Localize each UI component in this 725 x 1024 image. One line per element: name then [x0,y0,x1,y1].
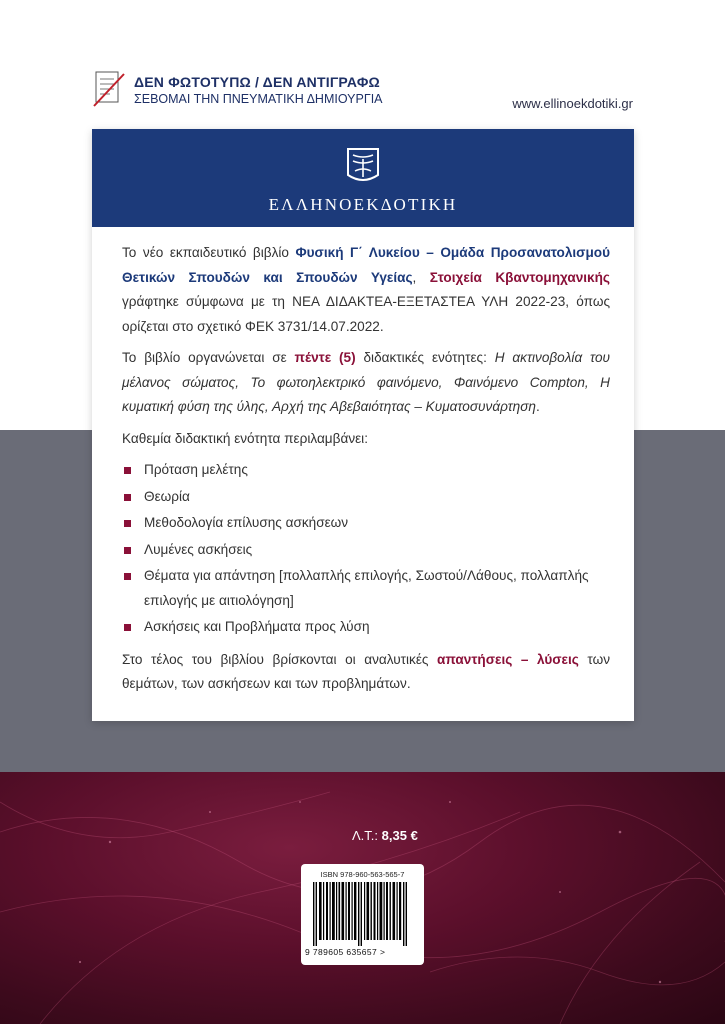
intro-paragraph [122,241,610,339]
isbn-barcode [301,864,424,965]
units-text: Το βιβλίο οργανώνεται σε [122,350,295,365]
closing-text-end: των θεμάτων, των ασκήσεων και των προβλημάτων. [122,651,610,691]
square-bullet-icon [124,494,131,501]
intro-text-end: γράφτηκε σύμφωνα με τη ΝΕΑ ΔΙΔΑΚΤΕΑ-ΕΞΕΤΑΣΤΕΑ ΥΛΗ 2022-23, όπως ορίζεται στο σχετικό ΦΕΚ 3731/14.07.2022. [122,294,610,334]
closing-text: Στο τέλος του βιβλίου βρίσκονται οι αναλυτικές [122,651,438,667]
list-item-label: Θεωρία [144,488,190,504]
square-bullet-icon [124,573,131,580]
list-item-label: Λυμένες ασκήσεις [144,541,253,557]
no-photocopy-icon [92,70,126,110]
units-paragraph [122,346,610,420]
publisher-banner [92,129,634,227]
list-item [122,538,610,563]
price-label: Λ.Τ.: [352,828,382,843]
description-text [122,241,610,704]
publisher-logo-icon [342,145,384,187]
intro-comma: , [412,269,430,285]
answers-highlight: απαντήσεις – λύσεις [437,651,579,667]
list-item-label: Θέματα για απάντηση [πολλαπλής επιλογής, Σωστού/Λάθους, πολλαπλής επιλογής με αιτιολόγηση] [144,568,589,608]
square-bullet-icon [124,520,131,527]
units-end: . [535,399,540,414]
list-item [122,564,610,613]
list-item-label: Μεθοδολογία επίλυσης ασκήσεων [144,515,349,530]
list-item-label: Πρόταση μελέτης [144,462,248,477]
book-subtitle: Στοιχεία Κβαντομηχανικής [429,269,610,285]
list-item [122,511,610,536]
publisher-name: ΕΛΛΗΝΟΕΚΔΟΤΙΚΗ [268,195,458,214]
book-title: Φυσική Γ΄ Λυκείου – Ομάδα Προσανατολισμού Θετικών Σπουδών και Σπουδών Υγείας [122,245,610,285]
no-copy-notice [92,68,383,112]
price-value: 8,35 € [381,828,418,843]
publisher-website[interactable]: www.ellinoekdotiki.gr [512,96,633,111]
list-item-label: Ασκήσεις και Προβλήματα προς λύση [144,619,370,634]
description-card [92,129,634,721]
ean-digits: 9 789605 635657 > [305,947,386,957]
units-text-mid: διδακτικές ενότητες: [355,350,495,365]
includes-heading: Καθεμία διδακτική ενότητα περιλαμβάνει: [122,430,368,446]
isbn-number: ISBN 978-960-563-565-7 [320,870,405,879]
no-copy-title: ΔΕΝ ΦΩΤΟΤΥΠΩ / ΔΕΝ ΑΝΤΙΓΡΑΦΩ [134,74,380,90]
units-list: Η ακτινοβολία του μέλανος σώματος, Το φωτοηλεκτρικό φαινόμενο, Φαινόμενο Compton, Η κυματική φύση της ύλης, Αρχή της Αβεβαιότητας – Κυματοσυνάρτηση [122,350,610,414]
square-bullet-icon [124,624,131,631]
barcode-bars-icon [310,882,415,946]
list-item [122,615,610,640]
retail-price [352,828,418,843]
list-item [122,458,610,483]
no-copy-subtitle: ΣΕΒΟΜΑΙ ΤΗΝ ΠΝΕΥΜΑΤΙΚΗ ΔΗΜΙΟΥΡΓΙΑ [134,92,383,106]
square-bullet-icon [124,467,131,474]
square-bullet-icon [124,547,131,554]
list-item [122,485,610,510]
contents-list [122,458,610,640]
intro-text: Το νέο εκπαιδευτικό βιβλίο [122,245,296,260]
units-count: πέντε (5) [294,350,356,365]
closing-paragraph [122,648,610,697]
